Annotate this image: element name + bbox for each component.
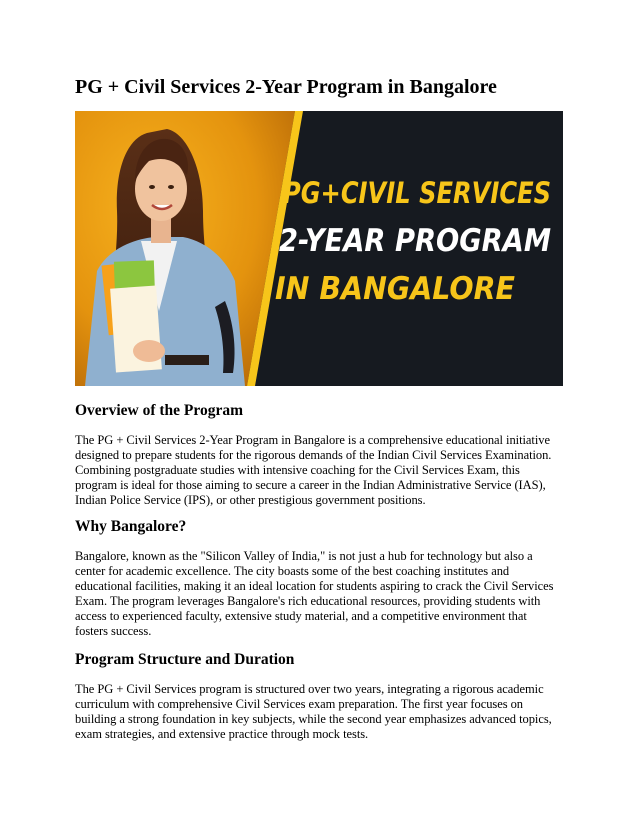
paragraph-line: access to experienced faculty, extensive study material, and a competitive environment that	[75, 609, 527, 623]
banner-line-1: PG+CIVIL SERVICES	[283, 176, 551, 210]
paragraph-line: educational facilities, making it an ideal location for students aspiring to crack the Civil Services	[75, 579, 554, 593]
paragraph-line: building a strong foundation in key subjects, while the second year emphasizes advanced topics,	[75, 712, 552, 726]
paragraph-line: Exam. The program leverages Bangalore's rich educational resources, providing students with	[75, 594, 541, 608]
paragraph-line: exam strategies, and extensive practice through mock tests.	[75, 727, 369, 741]
paragraph-line: program is ideal for those aiming to secure a career in the Indian Administrative Service (IAS),	[75, 478, 546, 492]
section-heading: Overview of the Program	[75, 402, 244, 419]
section-why-bangalore	[75, 517, 565, 639]
paragraph-line: The PG + Civil Services program is structured over two years, integrating a rigorous academic	[75, 682, 544, 696]
document-title: PG + Civil Services 2-Year Program in Bangalore	[75, 76, 497, 98]
hero-banner-image	[75, 111, 563, 386]
section-program-structure	[75, 650, 565, 742]
banner-line-3: IN BANGALORE	[275, 271, 515, 307]
paragraph-line: center for academic excellence. The city boasts some of the best coaching institutes and	[75, 564, 510, 578]
section-paragraph	[75, 549, 565, 639]
paragraph-line: fosters success.	[75, 624, 152, 638]
paragraph-line: Bangalore, known as the "Silicon Valley of India," is not just a hub for technology but also a	[75, 549, 533, 563]
section-paragraph	[75, 433, 565, 508]
paragraph-line: The PG + Civil Services 2-Year Program in Bangalore is a comprehensive educational initiative	[75, 433, 550, 447]
banner-line-2: 2-YEAR PROGRAM	[279, 223, 552, 259]
section-overview	[75, 401, 565, 508]
paragraph-line: Indian Police Service (IPS), or other prestigious government positions.	[75, 493, 426, 507]
section-paragraph	[75, 682, 565, 742]
section-heading: Program Structure and Duration	[75, 651, 295, 668]
paragraph-line: designed to prepare students for the rigorous demands of the Indian Civil Services Examination.	[75, 448, 552, 462]
paragraph-line: Combining postgraduate studies with intensive coaching for the Civil Services Exam, this	[75, 463, 520, 477]
paragraph-line: curriculum with comprehensive Civil Services exam preparation. The first year focuses on	[75, 697, 524, 711]
section-heading: Why Bangalore?	[75, 518, 187, 535]
